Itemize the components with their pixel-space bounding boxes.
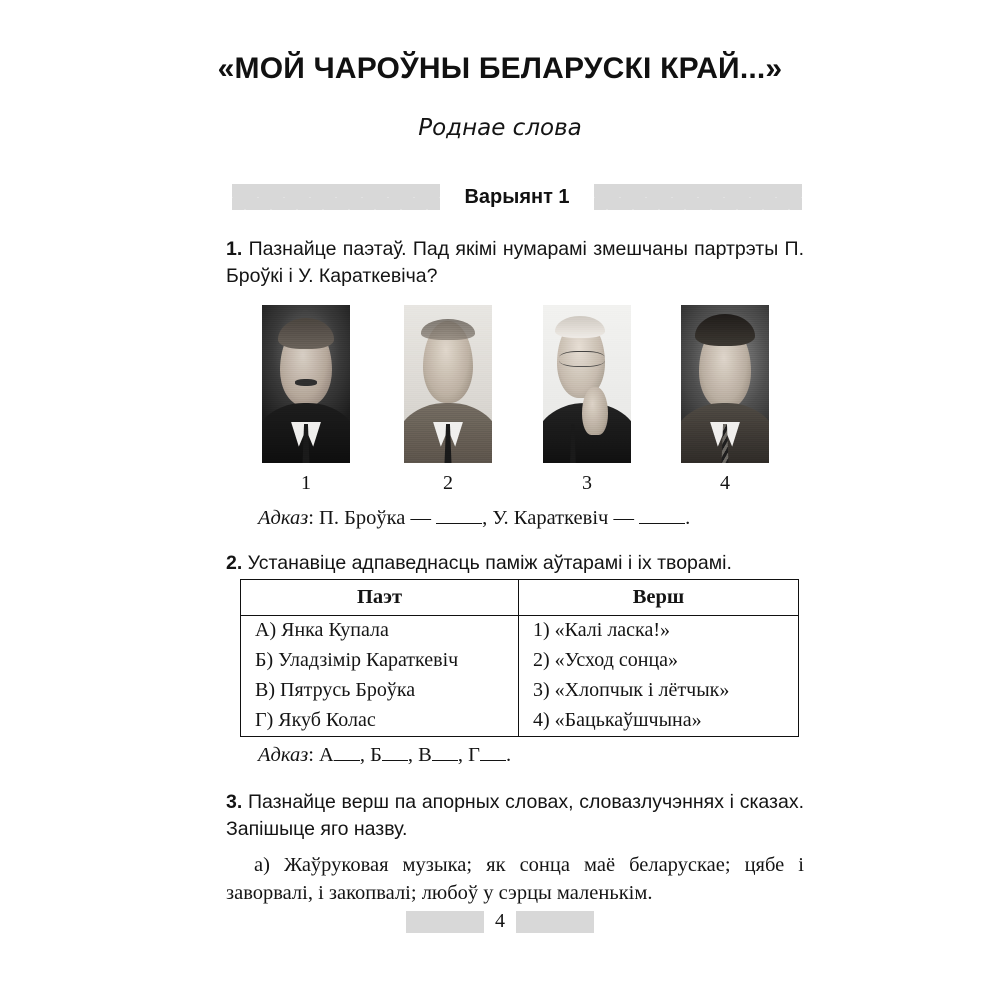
answer-1-blank-1[interactable] <box>436 523 482 524</box>
table-cell-poet: А) Янка Купала <box>241 616 519 647</box>
footer-diamond-left <box>406 911 484 933</box>
matching-table <box>240 579 799 737</box>
footer-diamond-right <box>516 911 594 933</box>
portrait-photo-3 <box>543 305 631 463</box>
diamond-pattern-left <box>232 184 440 210</box>
answer-2-sep-1: , Б <box>359 744 382 766</box>
table-cell-poet: Г) Якуб Колас <box>241 706 519 737</box>
question-3-number: 3. <box>226 791 243 813</box>
page-footer <box>0 910 1000 933</box>
question-2 <box>226 550 804 577</box>
table-cell-verse: 3) «Хлопчык і лётчык» <box>519 676 799 706</box>
answer-1-suffix: . <box>685 507 691 529</box>
answer-2-sep-2: , В <box>407 744 432 766</box>
photo-caption-1: 1 <box>301 472 311 494</box>
answer-2-blank-v[interactable] <box>432 760 458 761</box>
question-1-text: Пазнайце паэтаў. Пад якімі нумарамі змешчаны партрэты П. Броўкі і У. Караткевіча? <box>226 238 804 287</box>
portrait-photo-1 <box>262 305 350 463</box>
answer-1-blank-2[interactable] <box>639 523 685 524</box>
answer-1-middle: , У. Караткевіч — <box>482 507 640 529</box>
task-3-item-a-text: а) Жаўруковая музыка; як сонца маё беларускае; цябе і заворвалі, і закопвалі; любоў у сэрцы маленькім. <box>226 854 804 904</box>
photo-caption-2: 2 <box>443 472 453 494</box>
photo-3-hand <box>582 387 608 434</box>
table-header-verse: Верш <box>519 580 799 616</box>
portrait-caption-row <box>262 472 742 496</box>
page-subtitle: Роднае слова <box>418 115 582 141</box>
answer-2-blank-b[interactable] <box>382 760 408 761</box>
question-1 <box>226 236 804 290</box>
table-row <box>241 706 799 737</box>
question-3-text: Пазнайце верш па апорных словах, словазлучэннях і сказах. Запішыце яго назву. <box>226 791 804 840</box>
portrait-photo-4 <box>681 305 769 463</box>
question-2-text: Устанавіце адпаведнасць паміж аўтарамі і іх творамі. <box>242 552 732 574</box>
answer-2-blank-a[interactable] <box>334 760 360 761</box>
answer-2-sep-3: , Г <box>457 744 480 766</box>
table-header-row <box>241 580 799 616</box>
answer-2-prefix: : А <box>308 744 334 766</box>
diamond-pattern-right <box>594 184 802 210</box>
photo-caption-4: 4 <box>720 472 730 494</box>
page-title: «МОЙ ЧАРОЎНЫ БЕЛАРУСКІ КРАЙ...» <box>217 52 783 85</box>
photo-3-hair <box>555 316 604 338</box>
question-3 <box>226 789 804 843</box>
task-3-item-a <box>226 851 804 907</box>
portrait-photo-2 <box>404 305 492 463</box>
portrait-photo-row <box>262 305 742 463</box>
answer-label-1: Адказ <box>258 507 309 529</box>
photo-3-glasses-icon <box>559 351 605 367</box>
answer-line-question-2 <box>258 744 511 767</box>
answer-2-suffix: . <box>505 744 512 766</box>
question-2-number: 2. <box>226 552 243 574</box>
answer-label-2: Адказ <box>258 744 309 766</box>
answer-2-blank-g[interactable] <box>480 760 506 761</box>
photo-2-hair <box>421 319 476 340</box>
table-cell-verse: 4) «Бацькаўшчына» <box>519 706 799 737</box>
page-number: 4 <box>495 910 505 932</box>
table-cell-verse: 1) «Калі ласка!» <box>519 616 799 647</box>
answer-line-question-1 <box>258 507 690 530</box>
table-cell-verse: 2) «Усход сонца» <box>519 646 799 676</box>
table-cell-poet: В) Пятрусь Броўка <box>241 676 519 706</box>
table-row <box>241 646 799 676</box>
table-row <box>241 616 799 647</box>
variant-header <box>232 184 802 210</box>
answer-1-prefix: : П. Броўка — <box>308 507 437 529</box>
table-cell-poet: Б) Уладзімір Караткевіч <box>241 646 519 676</box>
variant-label: Варыянт 1 <box>464 185 570 208</box>
table-row <box>241 676 799 706</box>
table-header-poet: Паэт <box>241 580 519 616</box>
photo-caption-3: 3 <box>582 472 592 494</box>
question-1-number: 1. <box>226 238 243 260</box>
